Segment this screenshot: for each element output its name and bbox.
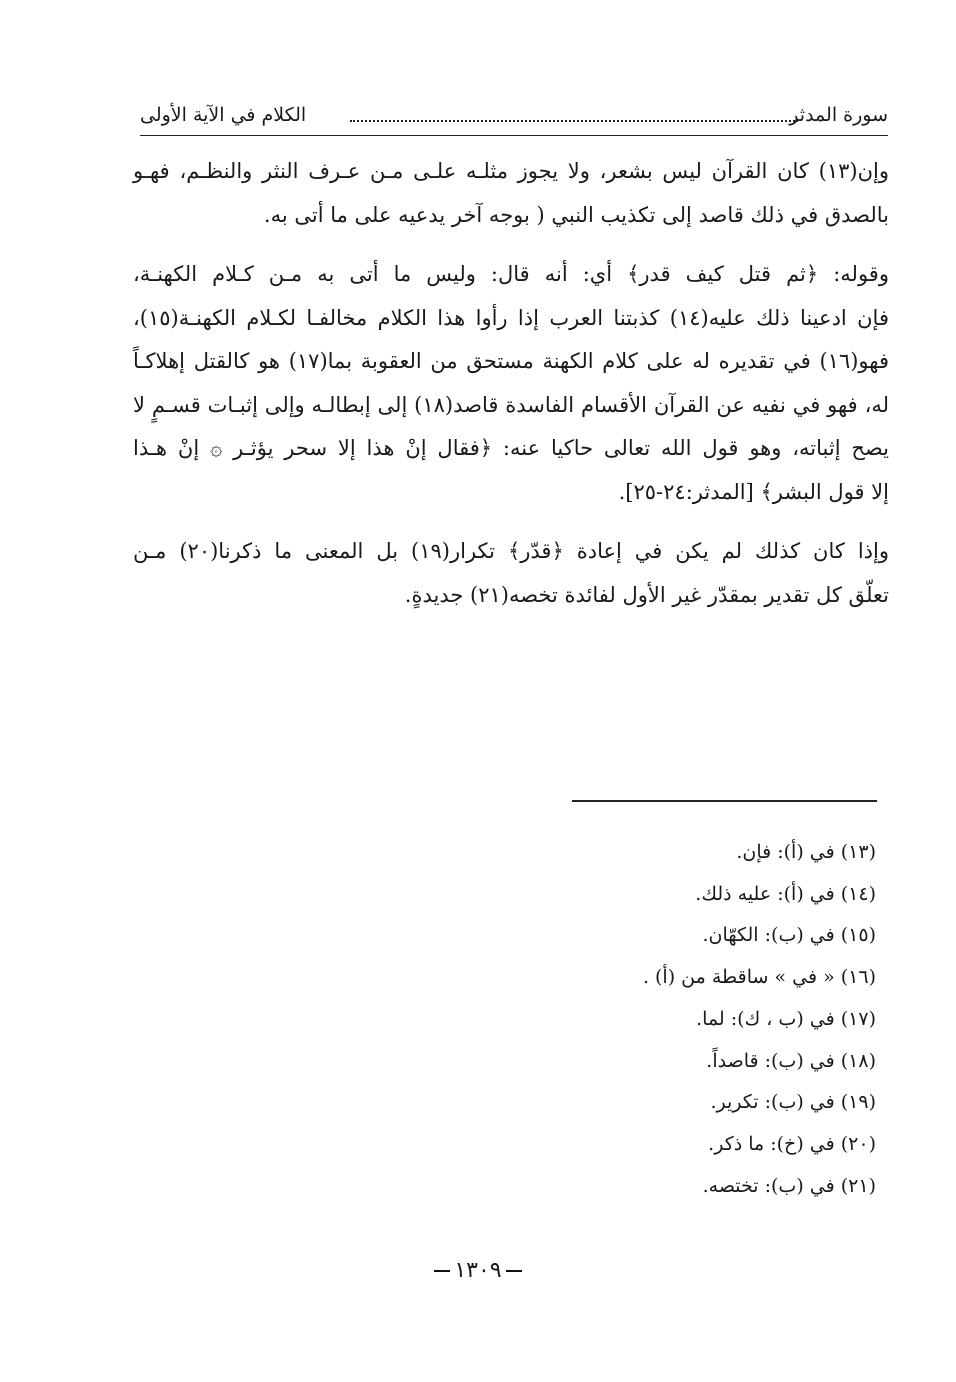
footnote: (١٨) في (ب): قاصداً.	[706, 1049, 876, 1072]
footnote: (١٩) في (ب): تكرير.	[710, 1091, 876, 1114]
text-line: وقوله: ﴿ثم قتل كيف قدر﴾ أي: أنه قال: وليس ما أتى به مـن كـلام الكهنـة،	[133, 262, 889, 286]
text-line: تعلّق كل تقدير بمقدّر غير الأول لفائدة تخصه(٢١) جديدةٍ.	[404, 582, 889, 607]
footnote-separator	[572, 800, 877, 802]
footnote: (١٥) في (ب): الكهّان.	[702, 924, 876, 947]
page-number-dash	[434, 1270, 450, 1272]
text-line: فهو(١٦) في تقديره له على كلام الكهنة مستحق من العقوبة بما(١٧) هو كالقتل إهلاكـاً	[133, 349, 889, 373]
text-line: وإذا كان كذلك لم يكن في إعادة ﴿قدّر﴾ تكرار(١٩) بل المعنى ما ذكرنا(٢٠) مـن	[133, 539, 889, 563]
footnote: (١٧) في (ب ، ك): لما.	[696, 1007, 876, 1030]
paragraph-1	[133, 150, 889, 237]
surah-title: سورة المدثر	[789, 104, 888, 126]
running-header	[140, 100, 888, 130]
text-line: وإن(١٣) كان القرآن ليس بشعر، ولا يجوز مثلـه علـى مـن عـرف النثر والنظـم، فهـو	[133, 159, 889, 183]
text-line: له، فهو في نفيه عن القرآن الأقسام الفاسدة قاصد(١٨) إلى إبطالـه وإلى إثبـات قسـمٍ لا	[133, 392, 890, 417]
footnote: (٢٠) في (خ): ما ذكر.	[708, 1132, 876, 1155]
text-line: يصح إثباته، وهو قول الله تعالى حاكيا عنه: ﴿فقال إنْ هذا إلا سحر يؤثـر ۞ إنْ هـذا	[133, 436, 889, 460]
page-number	[0, 1258, 956, 1283]
page-number-value: ١٣٠٩	[454, 1258, 502, 1283]
text-line: إلا قول البشر﴾ [المدثر:٢٤-٢٥].	[618, 479, 889, 504]
header-leader-dots	[350, 98, 798, 122]
paragraph-2	[133, 253, 889, 514]
paragraph-3	[133, 530, 889, 617]
text-line: فإن ادعينا ذلك عليه(١٤) كذبتنا العرب إذا رأوا هذا الكلام مخالفـا لكـلام الكهنـة(١٥)،	[133, 305, 889, 330]
text-line: بالصدق في ذلك قاصد إلى تكذيب النبي ( بوجه آخر يدعيه على ما أتى به.	[263, 202, 889, 227]
page-number-dash	[506, 1270, 522, 1272]
footnote: (١٤) في (أ): عليه ذلك.	[695, 882, 876, 905]
footnote: (٢١) في (ب): تختصه.	[702, 1174, 876, 1197]
footnote: (١٣) في (أ): فإن.	[736, 841, 876, 863]
footnote: (١٦) « في » ساقطة من (أ) .	[642, 966, 876, 989]
footnotes	[476, 832, 876, 1207]
section-title: الكلام في الآية الأولى	[140, 104, 307, 126]
main-text	[133, 150, 889, 617]
header-rule	[140, 135, 888, 136]
